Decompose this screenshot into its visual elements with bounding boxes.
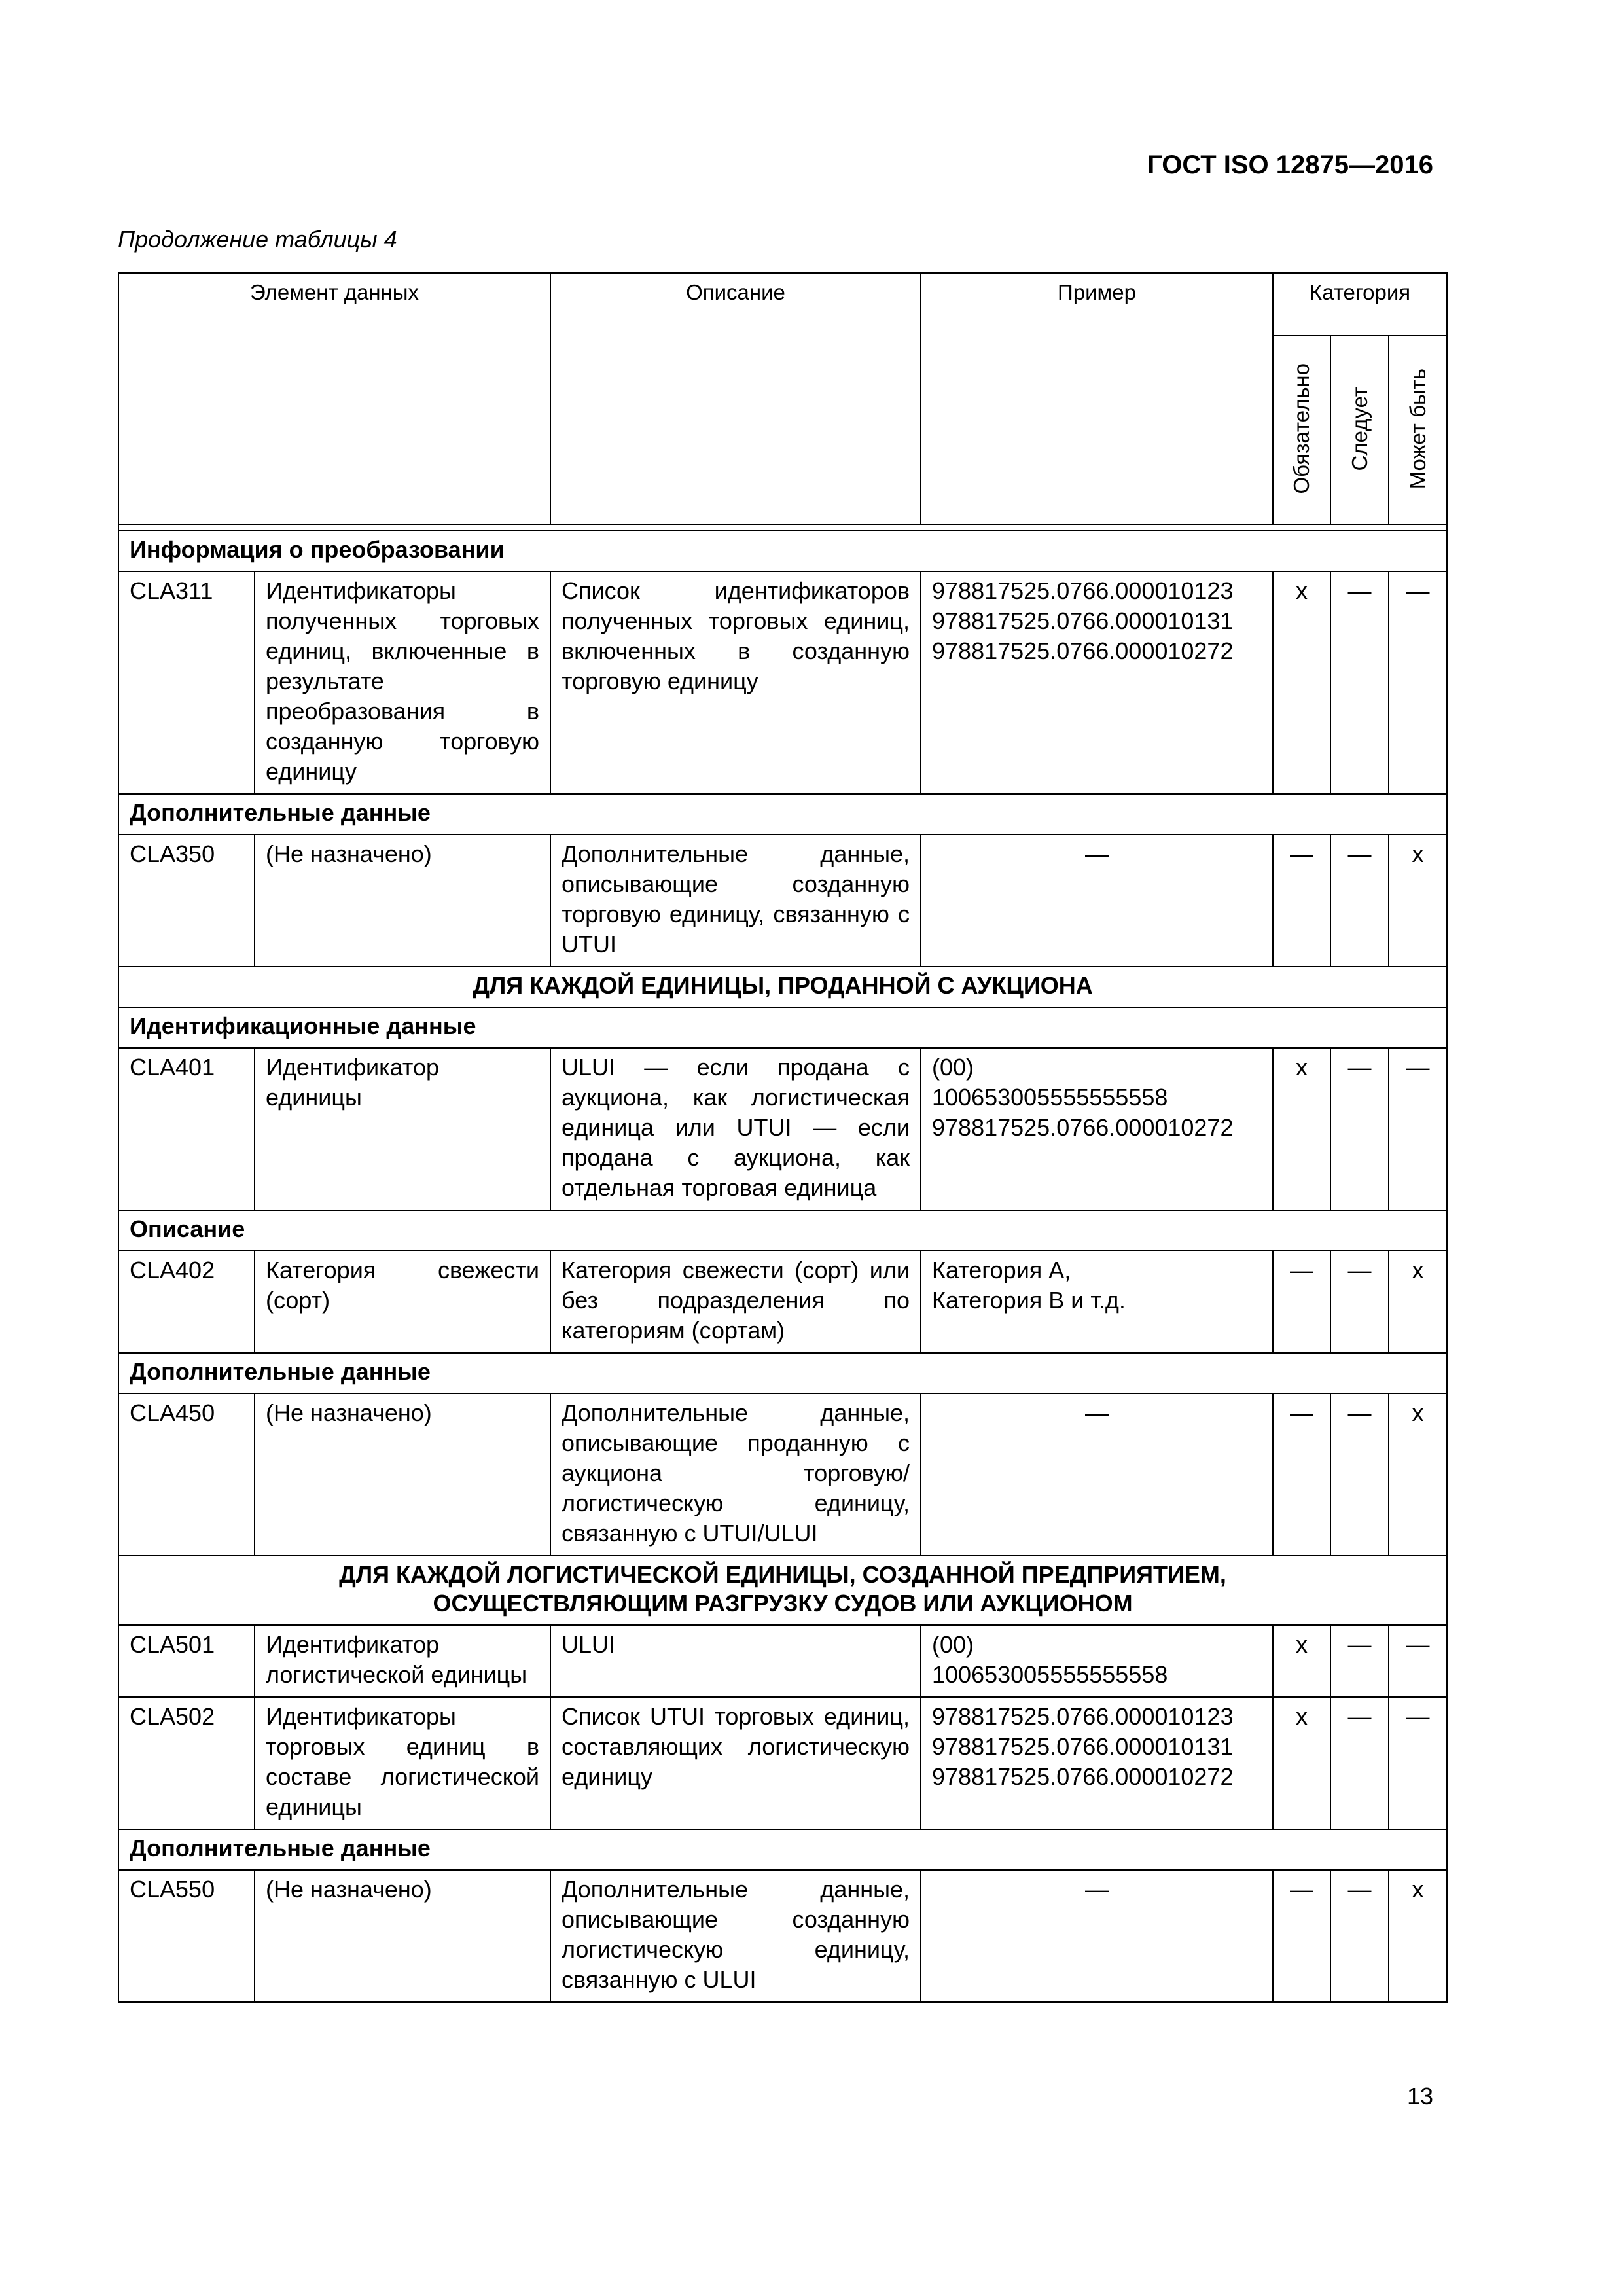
row-element: Идентификатор логистической единицы [255, 1625, 550, 1697]
row-code: CLA401 [118, 1048, 255, 1210]
row-mandatory: — [1273, 1393, 1330, 1556]
row-may: x [1389, 834, 1447, 967]
col-header-element: Элемент данных [118, 273, 550, 524]
table-row [118, 1393, 1447, 1556]
row-should: — [1330, 1048, 1389, 1210]
row-description: ULUI — если продана с аукциона, как логистическая единица или UTUI — если продана с аукциона, как отдельная торговая единица [550, 1048, 921, 1210]
row-description: Дополнительные данные, описывающие созданную торговую единицу, связанную с UTUI [550, 834, 921, 967]
section-heading: Дополнительные данные [118, 794, 1447, 834]
table-row [118, 834, 1447, 967]
document-header: ГОСТ ISO 12875—2016 [1147, 151, 1433, 179]
row-may: — [1389, 1048, 1447, 1210]
row-mandatory: — [1273, 1870, 1330, 2002]
row-may: — [1389, 1697, 1447, 1829]
row-may: x [1389, 1251, 1447, 1353]
row-may: x [1389, 1870, 1447, 2002]
table-row [118, 1697, 1447, 1829]
header-separator [118, 524, 1447, 531]
data-elements-table [118, 272, 1448, 2003]
row-example: (00) 100653005555555558 [921, 1625, 1273, 1697]
row-description: Категория свежести (сорт) или без подразделения по категориям (сортам) [550, 1251, 921, 1353]
row-element: Идентификаторы торговых единиц в составе логистической единицы [255, 1697, 550, 1829]
col-header-may: Может быть [1389, 336, 1447, 524]
col-header-description: Описание [550, 273, 921, 524]
row-should: — [1330, 1870, 1389, 2002]
section-banner: ДЛЯ КАЖДОЙ ЕДИНИЦЫ, ПРОДАННОЙ С АУКЦИОНА [118, 967, 1447, 1007]
row-element: (Не назначено) [255, 1393, 550, 1556]
row-may: — [1389, 571, 1447, 794]
row-element: Категория свежести (сорт) [255, 1251, 550, 1353]
row-code: CLA311 [118, 571, 255, 794]
row-should: — [1330, 1251, 1389, 1353]
row-example: — [921, 834, 1273, 967]
page-number: 13 [1406, 2083, 1433, 2109]
row-mandatory: x [1273, 571, 1330, 794]
row-code: CLA501 [118, 1625, 255, 1697]
row-element: Идентификаторы полученных торговых единиц, включенные в результате преобразования в созданную торговую единицу [255, 571, 550, 794]
row-may: — [1389, 1625, 1447, 1697]
section-heading: Идентификационные данные [118, 1007, 1447, 1048]
col-header-mandatory: Обязательно [1273, 336, 1330, 524]
row-element: Идентификатор единицы [255, 1048, 550, 1210]
row-mandatory: x [1273, 1625, 1330, 1697]
row-example: 978817525.0766.000010123 978817525.0766.000010131 978817525.0766.000010272 [921, 1697, 1273, 1829]
row-example: — [921, 1393, 1273, 1556]
table-row [118, 1870, 1447, 2002]
row-description: Список UTUI торговых единиц, составляющих логистическую единицу [550, 1697, 921, 1829]
table-row [118, 571, 1447, 794]
col-header-category: Категория [1273, 273, 1447, 336]
table-row [118, 1048, 1447, 1210]
section-banner: ДЛЯ КАЖДОЙ ЛОГИСТИЧЕСКОЙ ЕДИНИЦЫ, СОЗДАННОЙ ПРЕДПРИЯТИЕМ, ОСУЩЕСТВЛЯЮЩИМ РАЗГРУЗКУ СУДОВ ИЛИ АУКЦИОНОМ [118, 1556, 1447, 1625]
row-mandatory: — [1273, 1251, 1330, 1353]
row-example: (00) 100653005555555558 978817525.0766.000010272 [921, 1048, 1273, 1210]
table-row [118, 1625, 1447, 1697]
row-example: 978817525.0766.000010123 978817525.0766.000010131 978817525.0766.000010272 [921, 571, 1273, 794]
section-heading: Описание [118, 1210, 1447, 1251]
row-should: — [1330, 1393, 1389, 1556]
row-may: x [1389, 1393, 1447, 1556]
row-code: CLA402 [118, 1251, 255, 1353]
row-element: (Не назначено) [255, 1870, 550, 2002]
row-code: CLA550 [118, 1870, 255, 2002]
row-description: ULUI [550, 1625, 921, 1697]
row-description: Список идентификаторов полученных торговых единиц, включенных в созданную торговую единицу [550, 571, 921, 794]
row-element: (Не назначено) [255, 834, 550, 967]
row-description: Дополнительные данные, описывающие созданную логистическую единицу, связанную с ULUI [550, 1870, 921, 2002]
row-should: — [1330, 834, 1389, 967]
table-caption: Продолжение таблицы 4 [118, 226, 397, 253]
row-mandatory: x [1273, 1048, 1330, 1210]
section-heading: Дополнительные данные [118, 1829, 1447, 1870]
row-mandatory: — [1273, 834, 1330, 967]
row-code: CLA450 [118, 1393, 255, 1556]
row-description: Дополнительные данные, описывающие проданную с аукциона торговую/логистическую единицу, связанную с UTUI/ULUI [550, 1393, 921, 1556]
col-header-should: Следует [1330, 336, 1389, 524]
row-example: — [921, 1870, 1273, 2002]
row-should: — [1330, 1625, 1389, 1697]
table-row [118, 1251, 1447, 1353]
row-code: CLA502 [118, 1697, 255, 1829]
row-code: CLA350 [118, 834, 255, 967]
section-heading: Дополнительные данные [118, 1353, 1447, 1393]
row-example: Категория А, Категория В и т.д. [921, 1251, 1273, 1353]
row-should: — [1330, 1697, 1389, 1829]
row-mandatory: x [1273, 1697, 1330, 1829]
row-should: — [1330, 571, 1389, 794]
section-heading: Информация о преобразовании [118, 531, 1447, 571]
col-header-example: Пример [921, 273, 1273, 524]
